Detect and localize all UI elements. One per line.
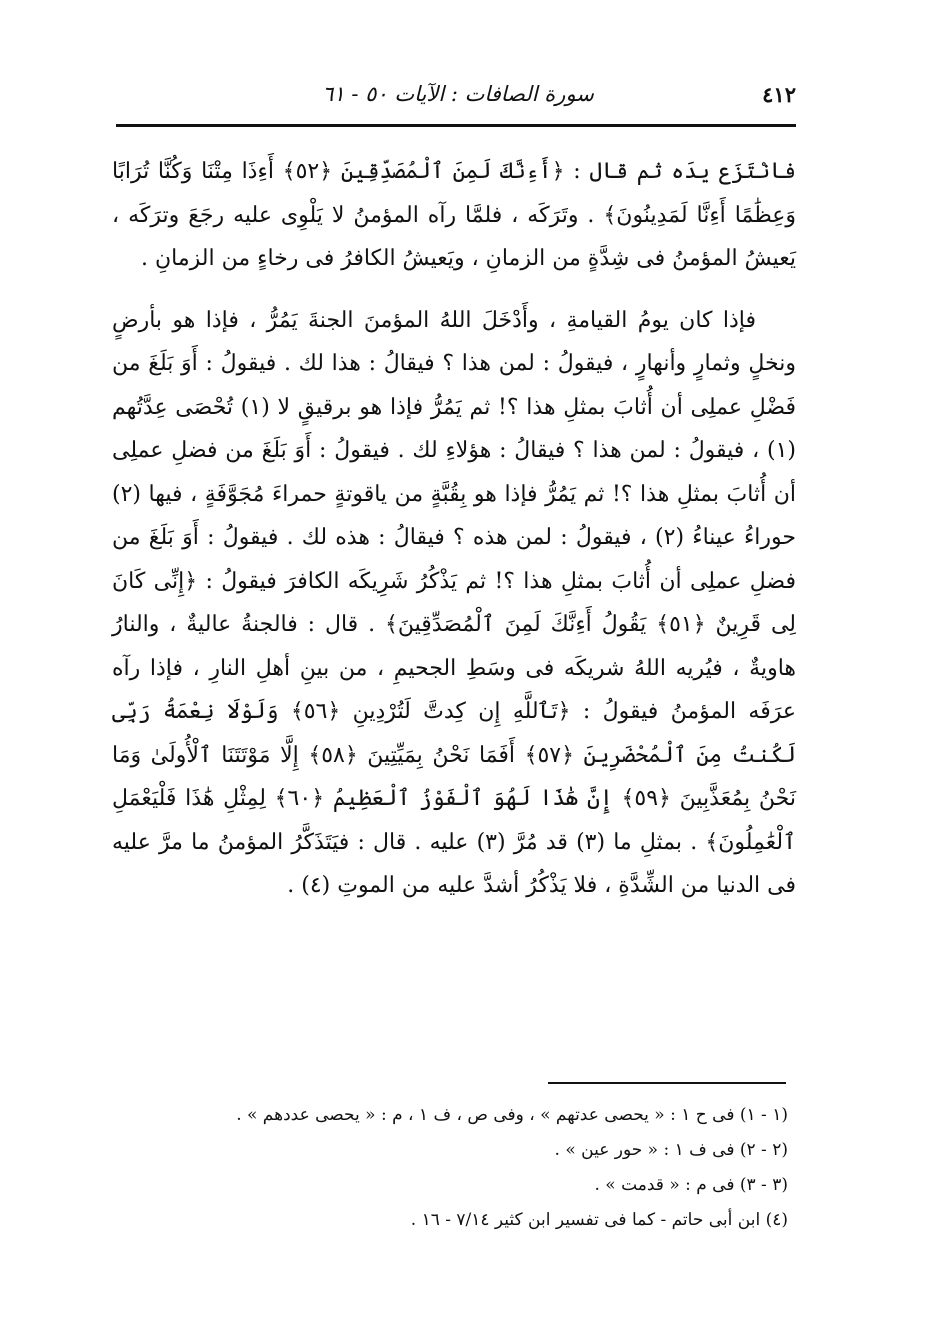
paragraph: فانْتَزَع يدَه ثم قال : ﴿أَءِنَّكَ لَمِنَ ٱلْمُصَدِّقِينَ ﴿٥٢﴾ أَءِذَا مِتْنَا وَكُنَّا تُرَابًا وَعِظَٰمًا أَءِنَّا لَمَدِينُونَ﴾ . وتَرَكَه ، فلمَّا رآه المؤمنُ لا يَلْوِى عليه رجَعَ وترَكَه ، يَعيشُ المؤمنُ فى شِدَّةٍ من الزمانِ ، ويَعيشُ الكافرُ فى رخاءٍ من الزمانِ . <box>112 159 797 271</box>
footnote: (٣ - ٣) فى م : « قدمت » . <box>594 1175 788 1195</box>
footnote: (١ - ١) فى ح ١ : « يحصى عدتهم » ، وفى ص ، ف ١ ، م : « يحصى عددهم » . <box>236 1105 788 1125</box>
footnote: (٤) ابن أبى حاتم - كما فى تفسير ابن كثير ٧/١٤ - ١٦ . <box>410 1210 788 1230</box>
page-number: ٤١٢ <box>762 82 796 107</box>
header-divider <box>116 124 796 127</box>
footnote: (٢ - ٢) فى ف ١ : « حور عين » . <box>554 1140 788 1160</box>
footnote-divider <box>548 1082 786 1084</box>
running-title: سورة الصافات : الآيات ٥٠ - ٦١ <box>322 82 594 106</box>
page-header <box>120 82 796 116</box>
footnotes <box>180 1098 788 1238</box>
main-text <box>112 150 796 908</box>
paragraph: فإذا كان يومُ القيامةِ ، وأَدْخَلَ اللهُ المؤمنَ الجنةَ يَمُرُّ ، فإذا هو بأرضٍ ونخلٍ وثمارٍ وأنهارٍ ، فيقولُ : لمن هذا ؟ فيقالُ : هذا لك . فيقولُ : أَوَ بَلَغَ من فَضْلِ عملِى أن أُثابَ بمثلِ هذا ؟! ثم يَمُرُّ فإذا هو برقيقٍ لا (١) تُحْصَى عِدَّتُهم (١) ، فيقولُ : لمن هذا ؟ فيقالُ : هؤلاءِ لك . فيقولُ : أَوَ بَلَغَ من فضلِ عملِى أن أُثابَ بمثلِ هذا ؟! ثم يَمُرُّ فإذا هو بِقُبَّةٍ من ياقوتةٍ حمراءَ مُجَوَّفَةٍ ، فيها (٢) حوراءُ عيناءُ (٢) ، فيقولُ : لمن هذه ؟ فيقالُ : هذه لك . فيقولُ : أَوَ بَلَغَ من فضلِ عملِى أن أُثابَ بمثلِ هذا ؟! ثم يَذْكُرُ شَرِيكَه الكافرَ فيقولُ : ﴿إِنِّى كَانَ لِى قَرِينٌ ﴿٥١﴾ يَقُولُ أَءِنَّكَ لَمِنَ ٱلْمُصَدِّقِينَ﴾ . قال : فالجنةُ عاليةٌ ، والنارُ هاويةٌ ، فيُريه اللهُ شريكَه فى وسَطِ الجحيمِ ، من بينِ أهلِ النارِ ، فإذا رآه عرَفَه المؤمنُ فيقولُ : ﴿تَٱللَّهِ إِن كِدتَّ لَتُرْدِينِ ﴿٥٦﴾ وَلَوْلَا نِعْمَةُ رَبِّى لَكُنتُ مِنَ ٱلْمُحْضَرِينَ ﴿٥٧﴾ أَفَمَا نَحْنُ بِمَيِّتِينَ ﴿٥٨﴾ إِلَّا مَوْتَتَنَا ٱلْأُولَىٰ وَمَا نَحْنُ بِمُعَذَّبِينَ ﴿٥٩﴾ إِنَّ هَٰذَا لَهُوَ ٱلْفَوْزُ ٱلْعَظِيمُ ﴿٦٠﴾ لِمِثْلِ هَٰذَا فَلْيَعْمَلِ ٱلْعَٰمِلُونَ﴾ . بمثلِ ما (٣) قد مُرَّ (٣) عليه . قال : فيَتَذَكَّرُ المؤمنُ ما مرَّ عليه فى الدنيا من الشِّدَّةِ ، فلا يَذْكُرُ أشدَّ عليه من الموتِ (٤) . <box>112 307 797 898</box>
